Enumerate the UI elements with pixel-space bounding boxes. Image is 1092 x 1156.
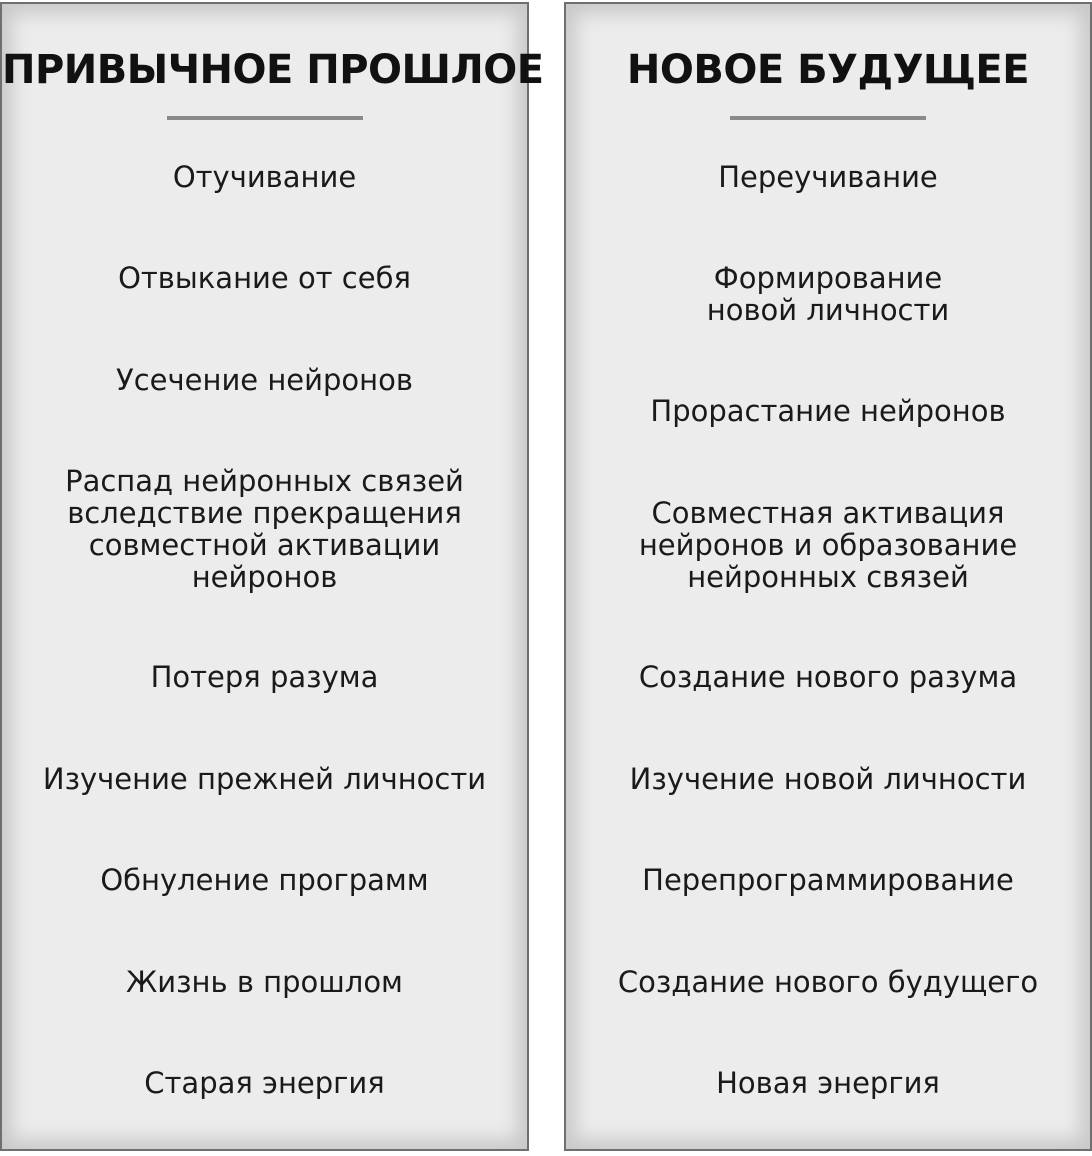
past-column [0,2,544,1151]
past-item-old-personality: Изучение прежней личности [42,762,487,796]
past-item-pruning: Усечение нейронов [116,363,413,397]
future-item-connection: Совместная активация нейронов и образование нейронных связей [638,496,1018,594]
future-title-divider [730,116,926,120]
past-item-living-past: Жизнь в прошлом [126,965,403,999]
future-item-new-future: Создание нового будущего [617,965,1039,999]
past-title-divider [167,116,363,120]
past-item-program-reset: Обнуление программ [100,863,429,897]
future-item-new-personality: Формирование новой личности [706,261,950,327]
past-item-disconnection: Распад нейронных связей вследствие прекращения совместной активации нейронов [65,464,464,594]
past-item-mind-loss: Потеря разума [150,660,379,694]
future-item-sprouting: Прорастание нейронов [650,394,1006,428]
future-item-new-energy: Новая энергия [716,1066,940,1100]
future-column [564,2,1092,1151]
future-item-reprogramming: Перепрограммирование [642,863,1014,897]
future-item-relearning: Переучивание [718,160,938,194]
past-item-unlearning: Отучивание [172,160,357,194]
past-column-title: ПРИВЫЧНОЕ ПРОШЛОЕ [2,47,544,93]
future-item-new-personality-study: Изучение новой личности [629,762,1027,796]
future-column-title: НОВОЕ БУДУЩЕЕ [626,47,1030,93]
past-item-old-energy: Старая энергия [144,1066,385,1100]
past-item-unhabituation: Отвыкание от себя [118,261,411,295]
future-item-new-mind: Создание нового разума [638,660,1018,694]
